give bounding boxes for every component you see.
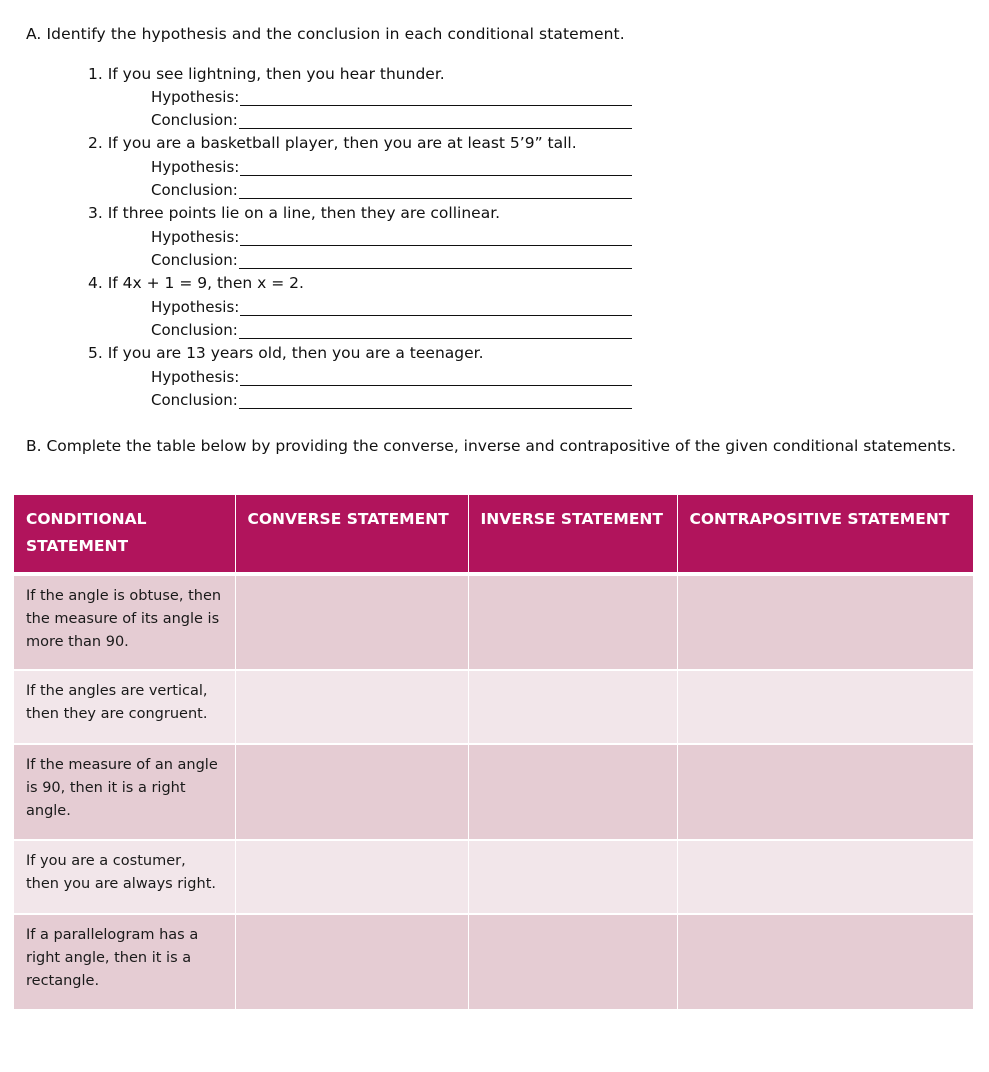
item-3-conclusion-line[interactable] [151, 251, 632, 269]
conditional-cell: If the angle is obtuse, then the measure of its angle is more than 90. [14, 574, 235, 670]
inverse-cell[interactable] [468, 914, 677, 1010]
item-1-statement: 1. If you see lightning, then you hear thunder. [88, 65, 445, 83]
item-1-conclusion-line[interactable] [151, 111, 632, 129]
item-2-statement: 2. If you are a basketball player, then you are at least 5’9” tall. [88, 134, 577, 152]
converse-cell[interactable] [235, 914, 468, 1010]
conditional-cell: If a parallelogram has a right angle, then it is a rectangle. [14, 914, 235, 1010]
conditional-cell: If the measure of an angle is 90, then it is a right angle. [14, 744, 235, 840]
inverse-cell[interactable] [468, 670, 677, 744]
converse-cell[interactable] [235, 840, 468, 914]
item-4-conclusion-line[interactable] [151, 321, 632, 339]
conclusion-blank[interactable] [239, 323, 632, 339]
inverse-cell[interactable] [468, 744, 677, 840]
contrapositive-cell[interactable] [677, 840, 973, 914]
conclusion-label: Conclusion: [151, 391, 238, 409]
inverse-cell[interactable] [468, 574, 677, 670]
item-1-hypothesis-line[interactable] [151, 88, 632, 106]
conclusion-label: Conclusion: [151, 181, 238, 199]
contrapositive-cell[interactable] [677, 670, 973, 744]
hypothesis-blank[interactable] [240, 370, 632, 386]
conclusion-blank[interactable] [239, 183, 632, 199]
conditional-cell: If the angles are vertical, then they are congruent. [14, 670, 235, 744]
conclusion-blank[interactable] [239, 253, 632, 269]
item-4-hypothesis-line[interactable] [151, 298, 632, 316]
hypothesis-label: Hypothesis: [151, 298, 240, 316]
item-4-statement: 4. If 4x + 1 = 9, then x = 2. [88, 274, 304, 292]
item-5-conclusion-line[interactable] [151, 391, 632, 409]
converse-cell[interactable] [235, 744, 468, 840]
item-2-conclusion-line[interactable] [151, 181, 632, 199]
conclusion-label: Conclusion: [151, 321, 238, 339]
contrapositive-cell[interactable] [677, 744, 973, 840]
contrapositive-cell[interactable] [677, 574, 973, 670]
section-a-heading: A. Identify the hypothesis and the conclusion in each conditional statement. [26, 25, 625, 43]
hypothesis-blank[interactable] [240, 230, 632, 246]
item-3-hypothesis-line[interactable] [151, 228, 632, 246]
inverse-cell[interactable] [468, 840, 677, 914]
hypothesis-label: Hypothesis: [151, 158, 240, 176]
hypothesis-label: Hypothesis: [151, 228, 240, 246]
header-conditional: CONDITIONAL STATEMENT [14, 495, 235, 574]
table-row [14, 840, 973, 914]
statements-table [14, 495, 973, 1011]
conclusion-blank[interactable] [239, 113, 632, 129]
item-2-hypothesis-line[interactable] [151, 158, 632, 176]
item-5-statement: 5. If you are 13 years old, then you are a teenager. [88, 344, 484, 362]
header-inverse: INVERSE STATEMENT [468, 495, 677, 574]
table-row [14, 670, 973, 744]
contrapositive-cell[interactable] [677, 914, 973, 1010]
header-converse: CONVERSE STATEMENT [235, 495, 468, 574]
hypothesis-label: Hypothesis: [151, 88, 240, 106]
table-row [14, 574, 973, 670]
hypothesis-blank[interactable] [240, 300, 632, 316]
converse-cell[interactable] [235, 670, 468, 744]
converse-cell[interactable] [235, 574, 468, 670]
table-row [14, 744, 973, 840]
item-3-statement: 3. If three points lie on a line, then they are collinear. [88, 204, 501, 222]
item-5-hypothesis-line[interactable] [151, 368, 632, 386]
hypothesis-blank[interactable] [240, 160, 632, 176]
table-header-row [14, 495, 973, 574]
table-row [14, 914, 973, 1010]
header-contrapositive: CONTRAPOSITIVE STATEMENT [677, 495, 973, 574]
conclusion-label: Conclusion: [151, 111, 238, 129]
hypothesis-blank[interactable] [240, 90, 632, 106]
section-b-heading: B. Complete the table below by providing the converse, inverse and contrapositive of the given conditional statements. [26, 437, 957, 455]
hypothesis-label: Hypothesis: [151, 368, 240, 386]
conclusion-label: Conclusion: [151, 251, 238, 269]
conclusion-blank[interactable] [239, 393, 632, 409]
conditional-cell: If you are a costumer, then you are always right. [14, 840, 235, 914]
